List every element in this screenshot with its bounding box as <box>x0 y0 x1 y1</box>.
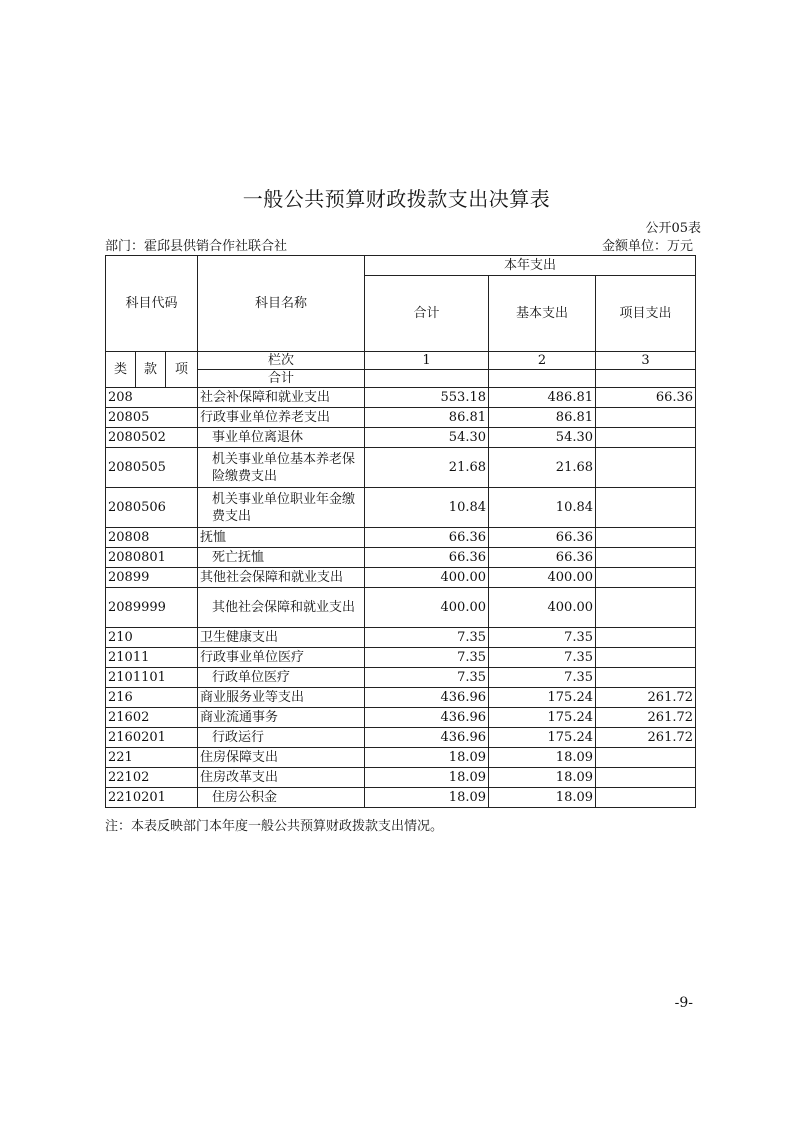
table-row <box>106 728 696 748</box>
row-code: 2101101 <box>106 668 198 688</box>
row-project <box>596 428 696 448</box>
row-basic: 7.35 <box>489 628 596 648</box>
table-row <box>106 768 696 788</box>
header-xiang: 项 <box>166 352 198 388</box>
row-total: 86.81 <box>365 408 489 428</box>
row-basic: 18.09 <box>489 768 596 788</box>
row-project <box>596 748 696 768</box>
row-total: 66.36 <box>365 548 489 568</box>
row-name: 商业服务业等支出 <box>198 688 365 708</box>
row-total: 18.09 <box>365 788 489 808</box>
row-code: 208 <box>106 388 198 408</box>
row-name: 社会补保障和就业支出 <box>198 388 365 408</box>
row-name: 商业流通事务 <box>198 708 365 728</box>
row-basic: 66.36 <box>489 528 596 548</box>
row-basic: 86.81 <box>489 408 596 428</box>
row-project <box>596 528 696 548</box>
row-basic: 400.00 <box>489 568 596 588</box>
row-code: 20899 <box>106 568 198 588</box>
row-total: 400.00 <box>365 588 489 628</box>
table-note: 注：本表反映部门本年度一般公共预算财政拨款支出情况。 <box>105 819 444 834</box>
row-project <box>596 488 696 528</box>
row-total: 7.35 <box>365 668 489 688</box>
table-row <box>106 688 696 708</box>
row-total: 54.30 <box>365 428 489 448</box>
row-name: 住房公积金 <box>198 788 365 808</box>
row-project <box>596 448 696 488</box>
row-total: 18.09 <box>365 768 489 788</box>
row-code: 21602 <box>106 708 198 728</box>
table-row <box>106 788 696 808</box>
row-name: 行政单位医疗 <box>198 668 365 688</box>
row-code: 221 <box>106 748 198 768</box>
row-basic: 7.35 <box>489 668 596 688</box>
column-index-3: 3 <box>596 352 696 370</box>
table-row <box>106 588 696 628</box>
row-code: 2080502 <box>106 428 198 448</box>
row-code: 2160201 <box>106 728 198 748</box>
page-number: -9- <box>674 995 693 1011</box>
table-row <box>106 648 696 668</box>
table-row <box>106 528 696 548</box>
row-project <box>596 408 696 428</box>
row-project: 261.72 <box>596 708 696 728</box>
row-name: 住房保障支出 <box>198 748 365 768</box>
row-total: 436.96 <box>365 728 489 748</box>
row-basic: 18.09 <box>489 788 596 808</box>
row-total: 436.96 <box>365 688 489 708</box>
row-code: 22102 <box>106 768 198 788</box>
row-code: 20805 <box>106 408 198 428</box>
header-annual-expenditure: 本年支出 <box>365 256 696 276</box>
sum-label: 合计 <box>198 370 365 388</box>
row-name: 抚恤 <box>198 528 365 548</box>
table-row <box>106 568 696 588</box>
table-row <box>106 408 696 428</box>
row-code: 210 <box>106 628 198 648</box>
table-row <box>106 388 696 408</box>
page-title: 一般公共预算财政拨款支出决算表 <box>242 187 551 211</box>
row-total: 7.35 <box>365 648 489 668</box>
row-project: 261.72 <box>596 728 696 748</box>
row-basic: 175.24 <box>489 708 596 728</box>
row-project <box>596 668 696 688</box>
row-code: 2080801 <box>106 548 198 568</box>
row-code: 2210201 <box>106 788 198 808</box>
row-basic: 10.84 <box>489 488 596 528</box>
row-total: 66.36 <box>365 528 489 548</box>
row-code: 2080505 <box>106 448 198 488</box>
row-code: 216 <box>106 688 198 708</box>
row-code: 20808 <box>106 528 198 548</box>
expenditure-table <box>105 255 696 808</box>
row-total: 7.35 <box>365 628 489 648</box>
row-basic: 486.81 <box>489 388 596 408</box>
column-index-2: 2 <box>489 352 596 370</box>
row-basic: 21.68 <box>489 448 596 488</box>
row-basic: 18.09 <box>489 748 596 768</box>
row-name: 行政事业单位养老支出 <box>198 408 365 428</box>
row-project: 66.36 <box>596 388 696 408</box>
row-project <box>596 788 696 808</box>
row-project <box>596 568 696 588</box>
row-project <box>596 588 696 628</box>
row-project <box>596 548 696 568</box>
row-project <box>596 628 696 648</box>
header-subject-name: 科目名称 <box>198 256 365 352</box>
row-name: 死亡抚恤 <box>198 548 365 568</box>
row-name: 机关事业单位基本养老保险缴费支出 <box>198 448 365 488</box>
table-row <box>106 748 696 768</box>
column-index-1: 1 <box>365 352 489 370</box>
row-name: 行政事业单位医疗 <box>198 648 365 668</box>
column-index-label: 栏次 <box>198 352 365 370</box>
row-basic: 175.24 <box>489 728 596 748</box>
row-project <box>596 648 696 668</box>
row-total: 21.68 <box>365 448 489 488</box>
row-basic: 400.00 <box>489 588 596 628</box>
row-total: 400.00 <box>365 568 489 588</box>
row-total: 18.09 <box>365 748 489 768</box>
row-project <box>596 768 696 788</box>
row-name: 事业单位离退休 <box>198 428 365 448</box>
table-row <box>106 708 696 728</box>
row-total: 10.84 <box>365 488 489 528</box>
header-basic: 基本支出 <box>489 276 596 352</box>
row-total: 553.18 <box>365 388 489 408</box>
row-name: 其他社会保障和就业支出 <box>198 568 365 588</box>
row-name: 机关事业单位职业年金缴费支出 <box>198 488 365 528</box>
header-subject-code: 科目代码 <box>106 256 198 352</box>
form-number: 公开05表 <box>645 221 701 236</box>
row-name: 行政运行 <box>198 728 365 748</box>
row-basic: 7.35 <box>489 648 596 668</box>
header-total: 合计 <box>365 276 489 352</box>
row-code: 2080506 <box>106 488 198 528</box>
row-basic: 54.30 <box>489 428 596 448</box>
row-code: 2089999 <box>106 588 198 628</box>
department-label: 部门：霍邱县供销合作社联合社 <box>105 239 288 254</box>
row-total: 436.96 <box>365 708 489 728</box>
row-project: 261.72 <box>596 688 696 708</box>
row-name: 住房改革支出 <box>198 768 365 788</box>
row-basic: 175.24 <box>489 688 596 708</box>
header-project: 项目支出 <box>596 276 696 352</box>
table-row <box>106 448 696 488</box>
row-name: 其他社会保障和就业支出 <box>198 588 365 628</box>
header-kuan: 款 <box>136 352 166 388</box>
table-row <box>106 548 696 568</box>
table-row <box>106 668 696 688</box>
amount-unit-label: 金额单位：万元 <box>601 239 693 254</box>
row-basic: 66.36 <box>489 548 596 568</box>
table-row <box>106 628 696 648</box>
header-lei: 类 <box>106 352 136 388</box>
row-code: 21011 <box>106 648 198 668</box>
table-row <box>106 428 696 448</box>
row-name: 卫生健康支出 <box>198 628 365 648</box>
table-row <box>106 488 696 528</box>
